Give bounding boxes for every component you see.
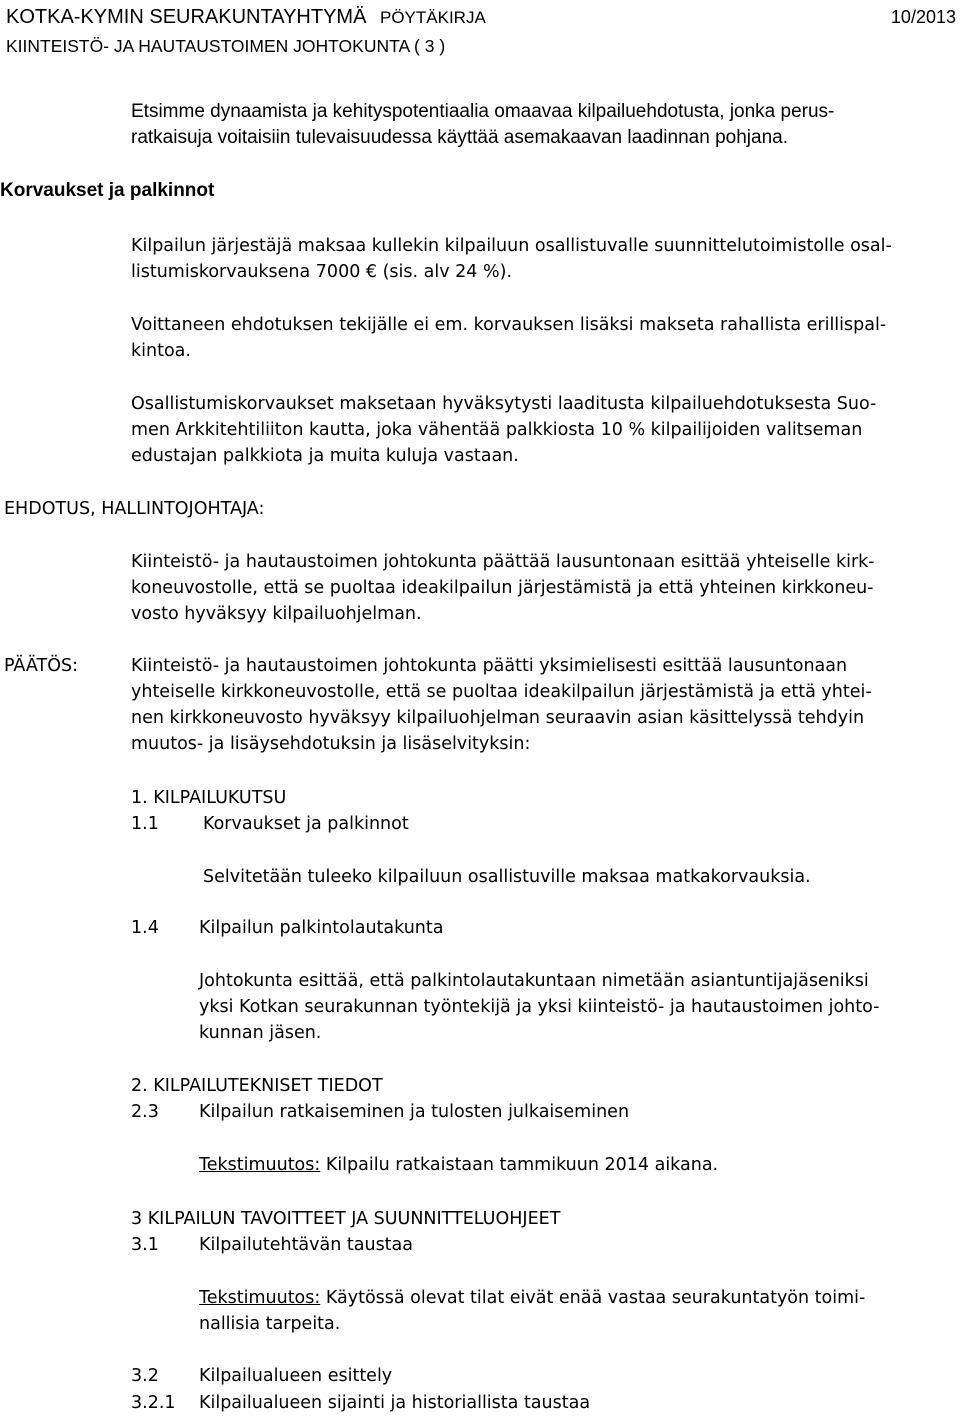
intro-paragraph [131, 99, 834, 151]
section-1-4-number: 1.4 [131, 918, 159, 938]
section-3-1-number: 3.1 [131, 1235, 159, 1255]
section-2-3-number: 2.3 [131, 1102, 159, 1122]
proposal-label: EHDOTUS, HALLINTOJOHTAJA: [4, 499, 265, 519]
text-line: edustajan palkkiota ja muita kuluja vastaan. [131, 446, 519, 466]
text-line: muutos- ja lisäysehdotuksin ja lisäselvityksin: [131, 734, 531, 754]
decision-label: PÄÄTÖS: [4, 656, 78, 676]
text-line: Kiinteistö- ja hautaustoimen johtokunta päätti yksimielisesti esittää lausuntonaan [131, 656, 848, 676]
section-3-1-change [199, 1285, 865, 1337]
section-3-2-title: Kilpailualueen esittely [199, 1366, 393, 1386]
text-line: Voittaneen ehdotuksen tekijälle ei em. korvauksen lisäksi makseta rahallista erillispal- [131, 315, 887, 335]
text-line: Etsimme dynaamista ja kehityspotentiaalia omaavaa kilpailuehdotusta, jonka perus- [131, 101, 835, 122]
text-line: Kilpailun järjestäjä maksaa kullekin kilpailuun osallistuvalle suunnittelutoimistolle osal- [131, 236, 892, 256]
board-name: KIINTEISTÖ- JA HAUTAUSTOIMEN JOHTOKUNTA ( 3 ) [6, 36, 446, 56]
text-line: koneuvostolle, että se puoltaa ideakilpailun järjestämistä ja että yhteinen kirkkoneu- [131, 578, 874, 598]
section-1-1-text: Selvitetään tuleeko kilpailuun osallistuville maksaa matkakorvauksia. [203, 867, 811, 887]
text-change-body: Kilpailu ratkaistaan tammikuun 2014 aikana. [320, 1155, 719, 1175]
section-1-title: 1. KILPAILUKUTSU [131, 788, 287, 808]
text-line: nallisia tarpeita. [199, 1314, 341, 1334]
text-change-body: Käytössä olevat tilat eivät enää vastaa seurakuntatyön toimi- [320, 1288, 866, 1308]
winner-paragraph [131, 312, 886, 364]
text-line: Osallistumiskorvaukset maksetaan hyväksytysti laaditusta kilpailuehdotuksesta Suo- [131, 394, 877, 414]
section-2-3-change [199, 1152, 718, 1178]
text-line: vosto hyväksyy kilpailuohjelman. [131, 604, 422, 624]
section-heading: Korvaukset ja palkinnot [0, 180, 215, 201]
compensation-paragraph [131, 233, 892, 285]
text-line: kunnan jäsen. [199, 1023, 322, 1043]
section-3-2-1-title: Kilpailualueen sijainti ja historiallista taustaa [199, 1393, 591, 1413]
text-line: men Arkkitehtiliiton kautta, joka vähentää palkkiosta 10 % kilpailijoiden valitseman [131, 420, 863, 440]
text-line: listumiskorvauksena 7000 € (sis. alv 24 %). [131, 262, 513, 282]
doc-number: 10/2013 [890, 7, 956, 27]
section-1-4-text [199, 968, 879, 1046]
section-1-4-title: Kilpailun palkintolautakunta [199, 918, 444, 938]
text-line: Johtokunta esittää, että palkintolautakuntaan nimetään asiantuntijajäseniksi [199, 971, 869, 991]
section-3-title: 3 KILPAILUN TAVOITTEET JA SUUNNITTELUOHJEET [131, 1209, 561, 1229]
text-line: yhteiselle kirkkoneuvostolle, että se puoltaa ideakilpailun järjestämistä ja että yhtei- [131, 682, 872, 702]
org-name: KOTKA-KYMIN SEURAKUNTAYHTYMÄ [6, 6, 367, 28]
text-change-label: Tekstimuutos: [199, 1288, 321, 1308]
text-line: kintoa. [131, 341, 191, 361]
text-change-label: Tekstimuutos: [199, 1155, 321, 1175]
section-2-3-title: Kilpailun ratkaiseminen ja tulosten julkaiseminen [199, 1102, 630, 1122]
section-2-title: 2. KILPAILUTEKNISET TIEDOT [131, 1076, 383, 1096]
section-3-2-1-number: 3.2.1 [131, 1393, 176, 1413]
payment-paragraph [131, 391, 876, 469]
proposal-paragraph [131, 549, 875, 627]
text-line: nen kirkkoneuvosto hyväksyy kilpailuohjelman seuraavin asian käsittelyssä tehdyin [131, 708, 865, 728]
section-1-1-title: Korvaukset ja palkinnot [203, 814, 409, 834]
text-line: ratkaisuja voitaisiin tulevaisuudessa käyttää asemakaavan laadinnan pohjana. [131, 127, 788, 148]
section-1-1-number: 1.1 [131, 814, 159, 834]
decision-paragraph [131, 653, 872, 757]
text-line: yksi Kotkan seurakunnan työntekijä ja yksi kiinteistö- ja hautaustoimen johto- [199, 997, 880, 1017]
doc-type: PÖYTÄKIRJA [379, 8, 486, 27]
section-3-1-title: Kilpailutehtävän taustaa [199, 1235, 413, 1255]
text-line: Kiinteistö- ja hautaustoimen johtokunta päättää lausuntonaan esittää yhteiselle kirk- [131, 552, 875, 572]
header-org [6, 5, 486, 30]
section-3-2-number: 3.2 [131, 1366, 159, 1386]
